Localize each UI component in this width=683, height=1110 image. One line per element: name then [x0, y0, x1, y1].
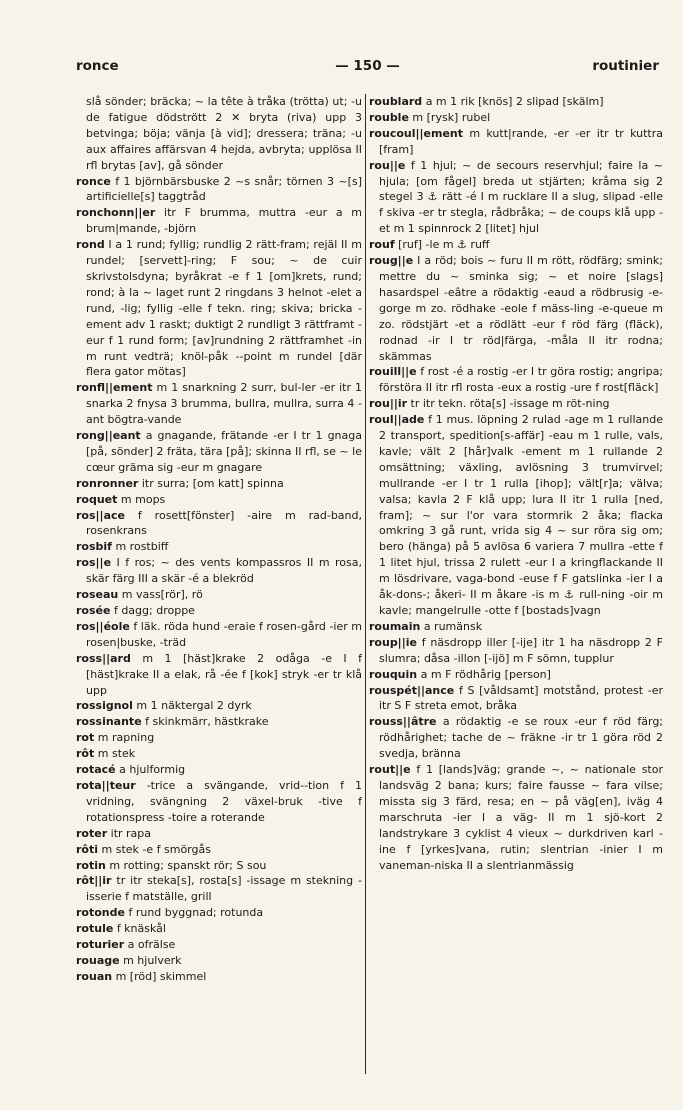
entry-headword: rouill||e [369, 365, 417, 379]
entry-headword: rouble [369, 110, 409, 124]
entry-headword: roumain [369, 619, 421, 633]
dictionary-entry [76, 842, 362, 858]
guide-word-left: ronce [76, 58, 119, 74]
entry-definition: a m F rödhårig [person] [420, 667, 551, 681]
entry-definition: itr surra; [om katt] spinna [141, 476, 284, 490]
entry-headword: rout||e [369, 763, 411, 777]
entry-definition: tr itr steka[s], rosta[s] -issage m stekning -isserie f matställe, grill [86, 874, 362, 904]
entry-definition: f rund byggnad; rotunda [128, 906, 264, 920]
entry-headword: rouf [369, 238, 395, 252]
entry-headword: roul||ade [369, 413, 425, 427]
entry-definition: f dagg; droppe [113, 604, 195, 617]
dictionary-entry [76, 778, 362, 826]
guide-word-right: routinier [592, 58, 659, 74]
dictionary-entry [369, 683, 663, 715]
dictionary-entry [76, 873, 362, 905]
entry-definition: I a 1 rund; fyllig; rundlig 2 rätt-fram; rejäl II m rundel; [servett]-ring; F sou; ~ de cuir skrivstolsdyna; byråkrat -e f 1 [om]krets, rund; rond; à la ~ laget runt 2 ringdans 3 helnot -elet a rund, -lig; fyllig -elle f tekn. ring; skiva; bricka -ement adv 1 raskt; duktigt 2 rundligt 3 rättframt -eur f 1 rund form; [av]rundning 2 rättframhet -in m runt vedträ; knöl-påk --point m rundel [där flera gator mötas] [86, 238, 362, 379]
entry-headword: roup||ie [369, 635, 417, 649]
entry-definition: a ofrälse [127, 938, 176, 952]
dictionary-entry [369, 667, 663, 683]
entry-headword: rôt||ir [76, 874, 112, 888]
entry-definition: a hjulformig [119, 763, 186, 777]
entry-headword: ros||e [76, 556, 112, 570]
entry-definition: f näsdropp iller [-ije] itr 1 ha näsdropp 2 F slumra; dåsa -illon [-ijö] m F sömn, tupplur [379, 635, 663, 665]
entry-headword: ross||ard [76, 651, 131, 665]
entry-definition: I f ros; ~ des vents kompassros II m rosa, skär färg III a skär -é a blekröd [86, 556, 362, 586]
entry-headword: rouss||âtre [369, 715, 437, 729]
dictionary-entry [76, 539, 362, 555]
left-column [76, 94, 362, 1100]
entry-headword: rou||e [369, 158, 406, 172]
dictionary-entry [369, 714, 663, 762]
dictionary-entry [76, 762, 362, 778]
entry-headword: rossignol [76, 699, 133, 713]
entry-definition: f skinkmärr, hästkrake [145, 715, 269, 729]
entry-definition: m kutt|rande, -er -er itr tr kuttra [fram] [379, 126, 663, 156]
entry-headword: rouage [76, 953, 120, 967]
entry-definition: -trice a svängande, vrid--tion f 1 vridning, svängning 2 växel-bruk -tive f rotationspress -toire a roterande [86, 778, 362, 824]
dictionary-entry [369, 412, 663, 619]
entry-headword: rotonde [76, 906, 125, 920]
entry-definition: m 1 snarkning 2 surr, bul-ler -er itr 1 snarka 2 fnysa 3 brumma, bullra, mullra, surra 4 -ant bögtra-vande [86, 381, 362, 427]
entry-headword: rou||ir [369, 397, 408, 411]
entry-definition: m mops [120, 492, 166, 506]
dictionary-entry [369, 619, 663, 635]
entry-definition: f rosett[fönster] -aire m rad-band, rosenkrans [86, 508, 362, 538]
entry-headword: rotule [76, 922, 114, 936]
entry-definition: a rödaktig -e se roux -eur f röd färg; rödhårighet; tache de ~ fräkne -ir tr 1 göra röd 2 svedja, bränna [379, 715, 663, 761]
entry-headword: rotacé [76, 763, 116, 777]
entry-headword: ronfl||ement [76, 381, 153, 395]
entry-headword: rot [76, 731, 95, 745]
dictionary-entry [369, 110, 663, 126]
entry-headword: roter [76, 826, 108, 840]
dictionary-entry [369, 158, 663, 238]
entry-headword: roug||e [369, 254, 414, 268]
dictionary-entry [369, 396, 663, 412]
entry-definition: f rost -é a rostig -er I tr göra rostig; angripa; förstöra II itr rfl rosta -eux a rostig -ure f rost[fläck] [379, 365, 663, 395]
entry-headword: ros||ace [76, 508, 125, 522]
entry-headword: rosbif [76, 540, 112, 554]
entry-headword: roucoul||ement [369, 126, 463, 140]
entry-definition: m stek [97, 747, 136, 761]
entry-headword: roseau [76, 588, 119, 602]
dictionary-entry [76, 826, 362, 842]
entry-headword: rouspét||ance [369, 683, 455, 697]
entry-definition: f läk. röda hund -eraie f rosen-gård -ier m rosen|buske, -träd [86, 619, 362, 649]
dictionary-entry [369, 94, 663, 110]
entry-definition: m rapning [97, 731, 155, 745]
entry-definition: I a röd; bois ~ furu II m rött, rödfärg; smink; mettre du ~ sminka sig; ~ et noire [slags] hasardspel -eâtre a rödaktig -eaud a rödbrusig -e-gorge m zo. rödhake -eole f mäss-ling -e-queue m zo. rödstjärt -et a rödlätt -eur f röd färg (fläck), rodnad -ir I tr röd|färga, -måla II itr rodna; skämmas [379, 254, 663, 363]
dictionary-entry [76, 953, 362, 969]
entry-headword: ros||éole [76, 619, 130, 633]
entry-definition: f S [våldsamt] motstånd, protest -er itr S F streta emot, bråka [379, 683, 663, 713]
entry-definition: m stek -e f smörgås [101, 842, 211, 856]
dictionary-entry [76, 508, 362, 540]
entry-headword: roquet [76, 492, 118, 506]
dictionary-entry [76, 619, 362, 651]
entry-headword: rotin [76, 858, 106, 872]
dictionary-entry [76, 555, 362, 587]
dictionary-entry [369, 126, 663, 158]
page-header [76, 58, 659, 80]
dictionary-entry [76, 94, 362, 174]
dictionary-entry [76, 969, 362, 985]
entry-definition: m vass[rör], rö [121, 588, 203, 602]
entry-headword: rouquin [369, 667, 418, 681]
dictionary-entry [76, 730, 362, 746]
entry-headword: rouan [76, 969, 113, 983]
dictionary-entry [76, 174, 362, 206]
entry-headword: rossinante [76, 715, 142, 729]
column-divider [365, 94, 366, 1074]
entry-headword: rôt [76, 747, 95, 761]
entry-definition: m 1 [häst]krake 2 odåga -e I f [häst]krake II a elak, rå -ée f [kok] stryk -er tr klå upp [86, 651, 362, 697]
entry-definition: f 1 [lands]väg; grande ~, ~ nationale stor landsväg 2 bana; kurs; faire fausse ~ fara vilse; missta sig 3 färd, resa; en ~ på väg[en], iväg 4 marschruta -ier I a väg- II m 1 sjö-kort 2 landstrykare 3 cyklist 4 vieux ~ durkdriven karl -ine f [yrkes]vana, rutin; slentrian -inier I m vaneman-niska II a slentrianmässig [379, 763, 663, 872]
entry-definition: a m 1 rik [knös] 2 slipad [skälm] [425, 95, 604, 108]
dictionary-entry [369, 762, 663, 873]
entry-headword: ronronner [76, 476, 139, 490]
dictionary-entry [76, 603, 362, 619]
entry-definition: itr rapa [110, 826, 152, 840]
entry-definition: a gnagande, frätande -er I tr 1 gnaga [på, sönder] 2 fräta, tära [på]; skinna II rfl, se ~ le cœur gräma sig -eur m gnagare [86, 429, 362, 474]
dictionary-entry [76, 428, 362, 476]
dictionary-entry [76, 587, 362, 603]
entry-definition: m [röd] skimmel [115, 969, 207, 983]
entry-headword: rota||teur [76, 778, 136, 792]
dictionary-entry [76, 476, 362, 492]
entry-definition: m rotting; spanskt rör; S sou [109, 858, 267, 872]
dictionary-entry [76, 858, 362, 874]
entry-headword: rôti [76, 842, 99, 856]
dictionary-entry [369, 364, 663, 396]
dictionary-entry [76, 921, 362, 937]
dictionary-entry [76, 237, 362, 380]
dictionary-entry [369, 237, 663, 253]
entry-headword: rosée [76, 604, 111, 617]
dictionary-entry [76, 492, 362, 508]
entry-headword: roublard [369, 95, 423, 108]
dictionary-entry [369, 253, 663, 364]
entry-definition: a rumänsk [423, 619, 483, 633]
entry-definition: m 1 näktergal 2 dyrk [136, 699, 252, 713]
dictionary-entry [76, 651, 362, 699]
entry-headword: roturier [76, 938, 125, 952]
right-column [369, 94, 663, 1100]
dictionary-entry [76, 380, 362, 428]
entry-headword: rond [76, 238, 105, 252]
dictionary-entry [76, 905, 362, 921]
entry-definition: f 1 mus. löpning 2 rulad -age m 1 rullande 2 transport, spedition[s-affär] -eau m 1 rulle, vals, kavle; vält 2 [hår]valk -ement m 1 rullande 2 omsättning; växling, avlösning 3 trumvirvel; mullrande -er I tr 1 rulla [ihop]; vält[r]a; välva; valsa; kavla 2 F klå upp; lura II itr 1 rulla [ned, fram]; ~ sur l'or vara stormrik 2 åka; flacka omkring 3 gå runt, vrida sig 4 ~ sur röra sig om; bero (hänga) på 5 avlösa 6 variera 7 mullra -ette f 1 litet hjul, trissa 2 rulett -eur I a kringflackande II m lösdrivare, vaga-bond -euse f F gatslinka -ier I a åk-dons-; åkeri- II m åkare -is m ⚓ rull-ning -oir m kavle; mangelrulle -otte f [bostads]vagn [379, 413, 663, 617]
entry-definition: f 1 björnbärsbuske 2 ~s snår; törnen 3 ~[s] artificielle[s] taggtråd [86, 174, 362, 204]
entry-definition: m [rysk] rubel [412, 110, 491, 124]
dictionary-entry [76, 698, 362, 714]
entry-definition: tr itr tekn. röta[s] -issage m röt-ning [410, 397, 610, 411]
dictionary-entry [76, 746, 362, 762]
entry-definition: m hjulverk [123, 953, 182, 967]
page-number: — 150 — [335, 58, 400, 74]
entry-definition: itr F brumma, muttra -eur a m brum|mande, -björn [86, 206, 362, 236]
dictionary-entry [76, 714, 362, 730]
entry-definition: slå sönder; bräcka; ~ la tête à tråka (trötta) ut; -u de fatigue dödstrött 2 ✕ bryta (riva) upp 3 betvinga; böja; vänja [à vid]; dressera; träna; -u aux affaires affärsvan 4 hejda, avbryta; upplösa II rfl brytas [av], gå sönder [86, 95, 362, 172]
entry-definition: m rostbiff [115, 540, 169, 554]
entry-definition: f 1 hjul; ~ de secours reservhjul; faire la ~ hjula; [om fågel] breda ut stjärten; kråma sig 2 stegel 3 ⚓ rätt -é I m rucklare II a slug, slipad -elle f skiva -er tr stegla, rådbråka; ~ de coups klå upp -et m 1 spinnrock 2 [litet] hjul [379, 158, 663, 236]
dictionary-entry [76, 937, 362, 953]
dictionary-entry [76, 205, 362, 237]
entry-headword: ronce [76, 174, 111, 188]
entry-headword: rong||eant [76, 429, 141, 443]
dictionary-entry [369, 635, 663, 667]
entry-definition: [ruf] -le m ⚓ ruff [398, 238, 490, 252]
entry-definition: f knäskål [116, 922, 166, 936]
entry-headword: ronchonn||er [76, 206, 156, 220]
